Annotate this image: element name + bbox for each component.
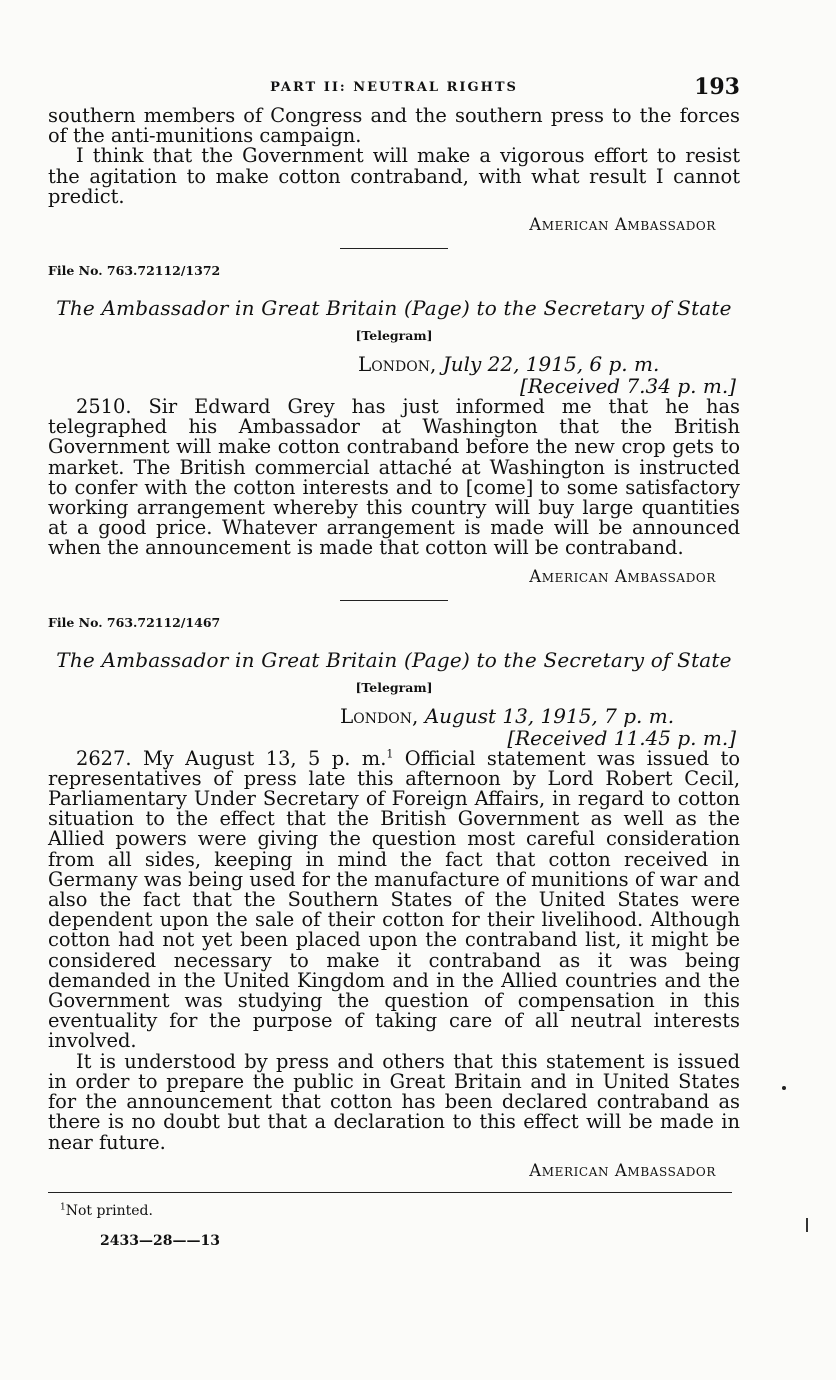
- section-divider: [340, 600, 448, 601]
- document-title: The Ambassador in Great Britain (Page) to the Secretary of State: [56, 296, 732, 321]
- print-code: 2433—28——13: [100, 1232, 220, 1249]
- dateline-place: London,: [358, 352, 437, 377]
- received-time: [48, 375, 740, 397]
- signature: American Ambassador: [529, 1160, 716, 1180]
- footnote: [48, 1203, 740, 1219]
- page-number: 193: [694, 74, 740, 100]
- signature: American Ambassador: [529, 566, 716, 586]
- file-number: File No. 763.72112/1372: [48, 263, 221, 279]
- document-page: [48, 70, 740, 1249]
- margin-speck: [782, 1086, 786, 1090]
- footnote-divider: [48, 1192, 732, 1193]
- running-head: PART II: NEUTRAL RIGHTS: [270, 80, 518, 95]
- body-rest: Official statement was issued to representatives of press late this afternoon by Lord Robert Cecil, Parliamentary Under Secretary of Foreign Affairs, in regard to cotton situation to the effect that the British Government as well as the Allied powers were giving the question most careful consideration from all sides, keeping in mind the fact that cotton received in Germany was being used for the manufacture of munitions of war and also the fact that the Southern States of the United States were dependent upon the sale of their cotton for their livelihood. Although cotton had not yet been placed upon the contraband list, it might be considered necessary to make it contraband as it was being demanded in the United Kingdom and in the Allied countries and the Government was studying the question of compensation in this eventuality for the purpose of taking care of all neutral interests involved.: [48, 746, 740, 1053]
- signature: American Ambassador: [529, 215, 716, 235]
- telegram-body: 2510. Sir Edward Grey has just informed me that he has telegraphed his Ambassador at Washington that the British Government will make cotton contraband before the new crop gets to market. The British commercial attaché at Washington is instructed to confer with the cotton interests and to [come] to some satisfactory working arrangement whereby this country will buy large quantities at a good price. Whatever arrangement is made will be announced when the announcement is made that cotton will be contraband.: [48, 395, 740, 560]
- dateline: [48, 705, 740, 727]
- telegram-body: [48, 746, 740, 1053]
- telegram-body-paragraph-2: It is understood by press and others that this statement is issued in order to prepare the public in Great Britain and in United States for the announcement that cotton has been declared contraband as there is no doubt but that a declaration to this effect will be made in near future.: [48, 1049, 740, 1154]
- footnote-reference: 1: [386, 747, 394, 761]
- opening-paragraph: I think that the Government will make a vigorous effort to resist the agitation to make cotton contraband, with what result I cannot predict.: [48, 144, 740, 208]
- footnote-text: Not printed.: [65, 1202, 153, 1219]
- received-time: [48, 727, 740, 749]
- margin-mark: [806, 1218, 808, 1232]
- dateline-place: London,: [340, 703, 419, 728]
- document-title: The Ambassador in Great Britain (Page) to the Secretary of State: [56, 647, 732, 672]
- telegram-label: [Telegram]: [355, 328, 433, 344]
- body-lead: 2627. My August 13, 5 p. m.: [76, 746, 387, 770]
- dateline: [48, 353, 740, 375]
- dateline-date: July 22, 1915, 6 p. m.: [442, 352, 660, 377]
- telegram-label: [Telegram]: [355, 679, 433, 695]
- received-text: [Received 11.45 p. m.]: [507, 725, 736, 750]
- continued-paragraph: southern members of Congress and the southern press to the forces of the anti-munitions campaign.: [48, 104, 740, 148]
- received-text: [Received 7.34 p. m.]: [520, 374, 736, 399]
- page-header: [48, 70, 740, 106]
- file-number: File No. 763.72112/1467: [48, 614, 221, 630]
- section-divider: [340, 248, 448, 249]
- dateline-date: August 13, 1915, 7 p. m.: [424, 703, 675, 728]
- footnote-marker: 1: [60, 1202, 66, 1213]
